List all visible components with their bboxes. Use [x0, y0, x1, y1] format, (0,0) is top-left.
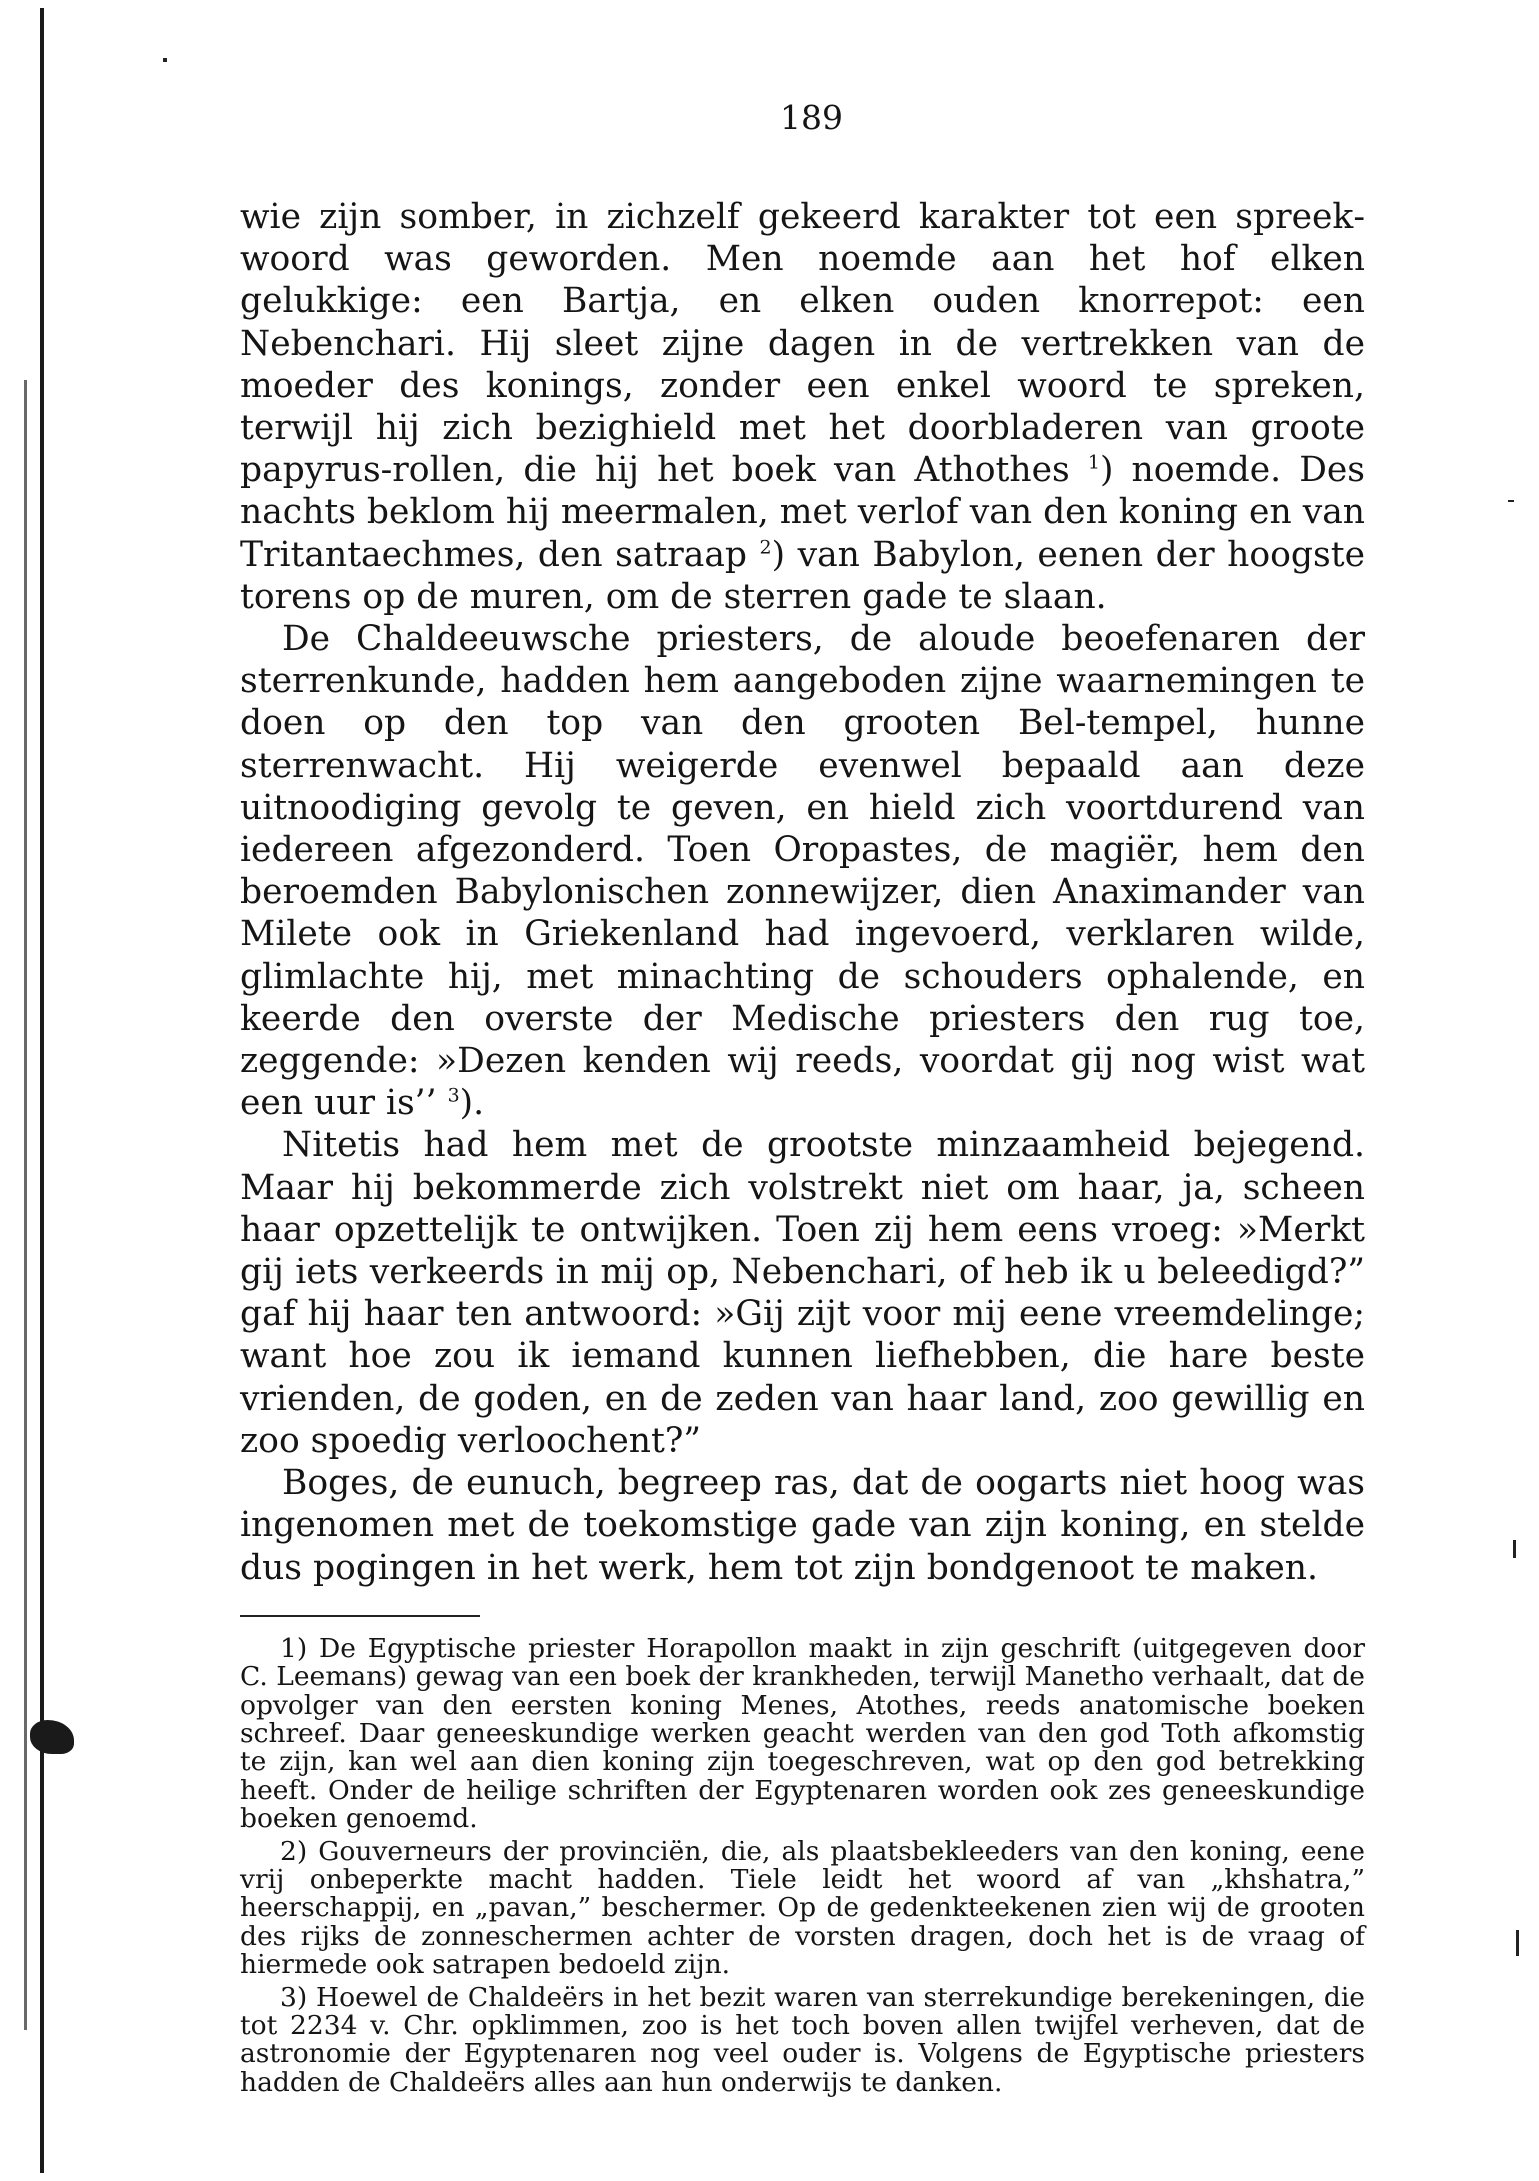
scan-speck [163, 58, 167, 62]
paragraph-4: Boges, de eunuch, begreep ras, dat de oogarts niet hoog was ingenomen met de toekomstige gade van zijn koning, en stelde dus pogingen in het werk, hem tot zijn bondgenoot te maken. [240, 1463, 1365, 1588]
footnotes [240, 1632, 1365, 2098]
scan-speck [1513, 1540, 1516, 1558]
paragraph-2 [240, 618, 1365, 1124]
body-text [240, 196, 1365, 1589]
footnote-3: 3) Hoewel de Chaldeërs in het bezit waren van sterrekundige berekeningen, die tot 2234 v. Chr. opklimmen, zoo is het toch boven allen twijfel verheven, dat de astronomie der Egyptenaren nog veel ouder is. Volgens de Egyptische priesters hadden de Chaldeërs alles aan hun onderwijs te danken. [240, 1981, 1365, 2098]
binding-ink-blot [30, 1720, 74, 1754]
page-number: 189 [780, 98, 843, 137]
page-binding-edge [0, 0, 56, 2181]
footnote-ref-2: 2 [759, 536, 772, 559]
paragraph-3: Nitetis had hem met de grootste minzaamheid bejegend. Maar hij bekommerde zich volstrekt niet om haar, ja, scheen haar opzettelijk te ontwijken. Toen zij hem eens vroeg: »Merkt gij iets verkeerds in mij op, Nebenchari, of heb ik u beleedigd?” gaf hij haar ten antwoord: »Gij zijt voor mij eene vreemdelinge; want hoe zou ik iemand kunnen liefhebben, die hare beste vrienden, de goden, en de zeden van haar land, zoo gewillig en zoo spoedig verloochent?” [240, 1125, 1365, 1461]
binding-shadow-line [24, 380, 27, 2030]
binding-line [40, 8, 44, 2173]
scan-speck [1508, 500, 1514, 502]
paragraph-1-end: ) van Babylon, eenen der hoogste torens op de muren, om de sterren gade te slaan. [240, 534, 1366, 617]
paragraph-1 [240, 196, 1365, 618]
paragraph-2-text: De Chaldeeuwsche priesters, de aloude beoefenaren der sterrenkunde, hadden hem aangeboden zijne waarnemingen te doen op den top van den grooten Bel-tempel, hunne sterrenwacht. Hij weigerde evenwel bepaald aan deze uitnoodiging gevolg te geven, en hield zich voortdurend van iedereen afgezonderd. Toen Oropastes, de magiër, hem den beroemden Babylonischen zonnewijzer, dien Anaximander van Milete ook in Griekenland had ingevoerd, verklaren wilde, glimlachte hij, met minachting de schouders ophalende, en keerde den overste der Medische priesters den rug toe, zeggende: »Dezen kenden wij reeds, voordat gij nog wist wat een uur is’’ [240, 619, 1365, 1124]
footnote-divider [240, 1615, 480, 1617]
footnote-2: 2) Gouverneurs der provinciën, die, als plaatsbekleeders van den koning, eene vrij onbeperkte macht hadden. Tiele leidt het woord af van „khshatra,” heerschappij, en „pavan,” beschermer. Op de gedenkteekenen zien wij de grooten des rijks de zonneschermen achter de vorsten dragen, doch het is de vraag of hiermede ook satrapen bedoeld zijn. [240, 1835, 1365, 1981]
book-page [240, 98, 1365, 2097]
paragraph-1-middle: ) noemde. Des nachts beklom hij meermalen, met verlof van den koning en van Tritantaechmes, den satraap [240, 450, 1365, 575]
footnote-ref-1: 1 [1087, 451, 1100, 474]
footnote-1: 1) De Egyptische priester Horapollon maakt in zijn geschrift (uitgegeven door C. Leemans) gewag van een boek der krankheden, terwijl Manetho verhaalt, dat de opvolger van den eersten koning Menes, Atothes, reeds anatomische boeken schreef. Daar geneeskundige werken geacht werden van den god Toth afkomstig te zijn, kan wel aan dien koning zijn toegeschreven, wat op den god betrekking heeft. Onder de heilige schriften der Egyptenaren worden ook zes geneeskundige boeken genoemd. [240, 1632, 1365, 1835]
footnote-ref-3: 3 [447, 1084, 460, 1107]
paragraph-1-start: wie zijn somber, in zichzelf gekeerd karakter tot een spreekwoord was geworden. Men noemde aan het hof elken gelukkige: een Bartja, en elken ouden knorrepot: een Nebenchari. Hij sleet zijne dagen in de vertrekken van de moeder des konings, zonder een enkel woord te spreken, terwijl hij zich bezighield met het doorbladeren van groote papyrus-rollen, die hij het boek van Athothes [240, 197, 1365, 491]
paragraph-2-end: ). [459, 1083, 485, 1124]
scan-speck [1516, 1930, 1519, 1956]
